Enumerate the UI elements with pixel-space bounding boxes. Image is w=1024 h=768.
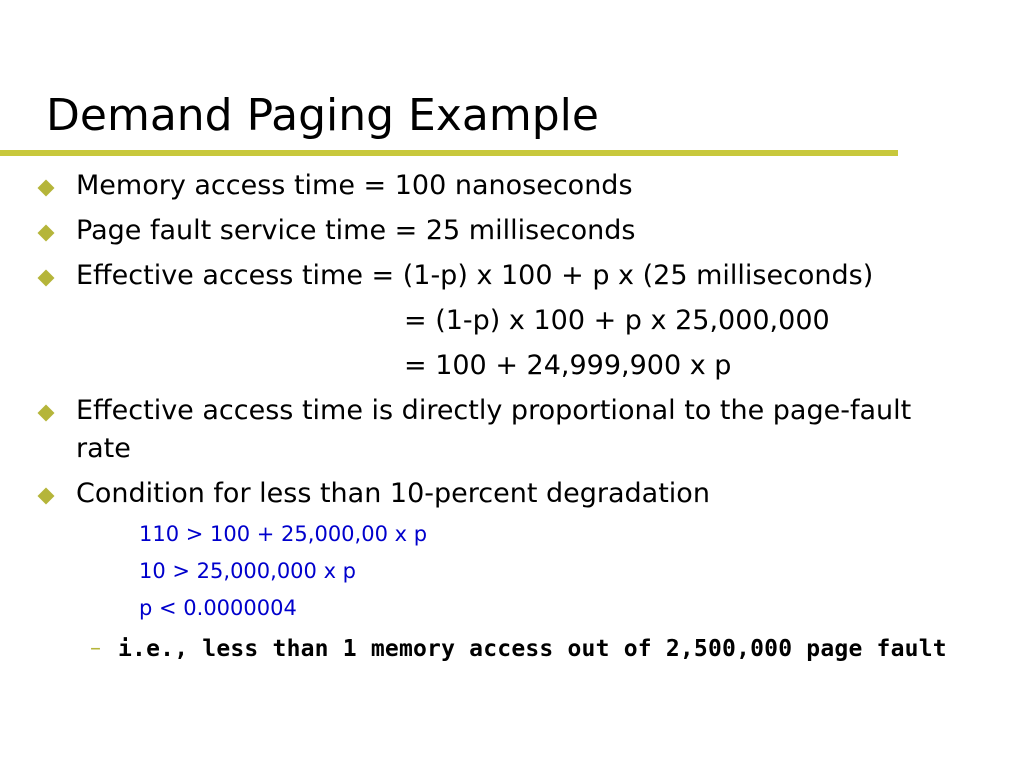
bullet-effective-access-time: Effective access time = (1-p) x 100 + p x (25 milliseconds) — [76, 260, 874, 291]
bullet-directly-proportional: Effective access time is directly proportional to the page-fault — [76, 395, 912, 426]
condition-line: p < 0.0000004 — [139, 596, 297, 620]
diamond-bullet-icon — [38, 405, 55, 422]
bullet-degradation-condition: Condition for less than 10-percent degradation — [76, 478, 710, 509]
diamond-bullet-icon — [38, 180, 55, 197]
bullet-directly-proportional-wrap: rate — [76, 433, 131, 464]
slide-title: Demand Paging Example — [46, 90, 599, 141]
bullet-memory-access-time: Memory access time = 100 nanoseconds — [76, 170, 633, 201]
title-underline — [0, 150, 898, 156]
equation-continuation-1: = (1-p) x 100 + p x 25,000,000 — [404, 305, 830, 336]
equation-continuation-2: = 100 + 24,999,900 x p — [404, 350, 732, 381]
diamond-bullet-icon — [38, 488, 55, 505]
diamond-bullet-icon — [38, 270, 55, 287]
dash-bullet-icon: – — [90, 636, 101, 661]
conclusion-text: i.e., less than 1 memory access out of 2,500,000 page fault — [118, 636, 947, 662]
condition-line: 110 > 100 + 25,000,00 x p — [139, 522, 428, 546]
condition-line: 10 > 25,000,000 x p — [139, 559, 357, 583]
diamond-bullet-icon — [38, 225, 55, 242]
bullet-page-fault-service-time: Page fault service time = 25 milliseconds — [76, 215, 636, 246]
